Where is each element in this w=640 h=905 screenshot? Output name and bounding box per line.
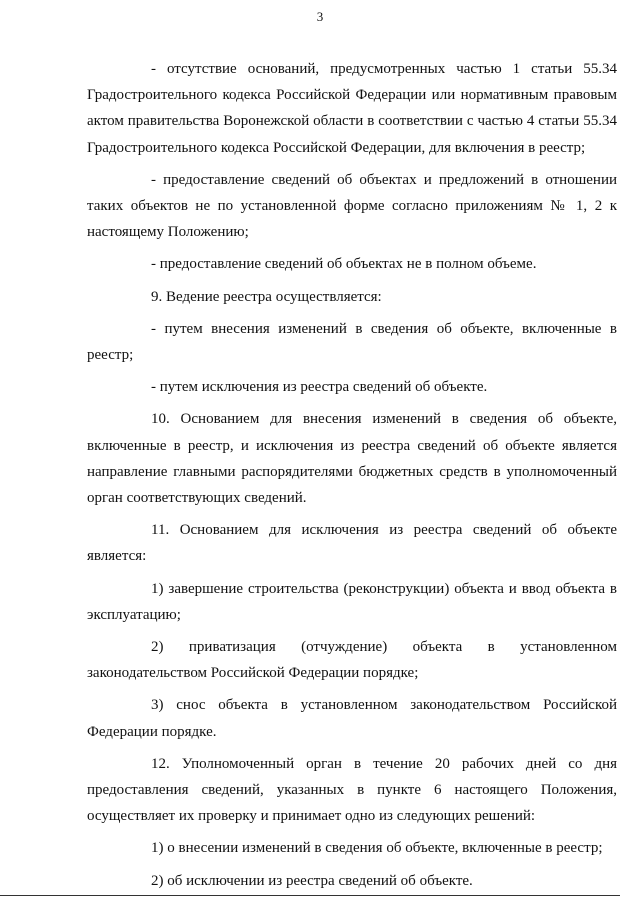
paragraph-12-decision-2: 2) об исключении из реестра сведений об объекте.: [151, 872, 473, 889]
page-number: 3: [316, 9, 324, 24]
paragraph-9-changes: - путем внесения изменений в сведения об объекте, включенные в реестр;: [87, 320, 617, 364]
paragraph-11-item-1: 1) завершение строительства (реконструкции) объекта и ввод объекта в эксплуатацию;: [87, 580, 617, 623]
paragraph-11-item-2: 2) приватизация (отчуждение) объекта в установленном законодательством Российской Федерации порядке;: [87, 639, 617, 682]
paragraph-11-exclusion-grounds: 11. Основанием для исключения из реестра сведений об объекте является:: [87, 522, 617, 565]
paragraph-incomplete-info: - предоставление сведений об объектах не в полном объеме.: [151, 256, 537, 273]
paragraph-11-item-3: 3) снос объекта в установленном законодательством Российской Федерации порядке.: [87, 697, 617, 740]
footer-rule: [0, 895, 620, 896]
paragraph-9-exclusion: - путем исключения из реестра сведений об объекте.: [151, 379, 488, 396]
paragraph-12-decision-1: 1) о внесении изменений в сведения об объекте, включенные в реестр;: [151, 840, 603, 857]
paragraph-wrong-form: - предоставление сведений об объектах и предложений в отношении таких объектов не по установленной форме согласно приложениям № 1, 2 к настоящему Положению;: [87, 171, 617, 241]
paragraph-9-registry-maintenance: 9. Ведение реестра осуществляется:: [151, 288, 382, 305]
paragraph-grounds-absence: - отсутствие оснований, предусмотренных частью 1 статьи 55.34 Градостроительного кодекса Российской Федерации или нормативным правовым актом правительства Воронежской области в соответствии с частью 4 статьи 55.34 Градостроительного кодекса Российской Федерации, для включения в реестр;: [87, 61, 617, 156]
document-body: [87, 56, 617, 894]
paragraph-12-review: 12. Уполномоченный орган в течение 20 рабочих дней со дня предоставления сведений, указанных в пункте 6 настоящего Положения, осуществляет их проверку и принимает одно из следующих решений:: [87, 755, 617, 825]
paragraph-10-grounds: 10. Основанием для внесения изменений в сведения об объекте, включенные в реестр, и исключения из реестра сведений об объекте является направление главными распорядителями бюджетных средств в уполномоченный орган соответствующих сведений.: [87, 411, 617, 507]
